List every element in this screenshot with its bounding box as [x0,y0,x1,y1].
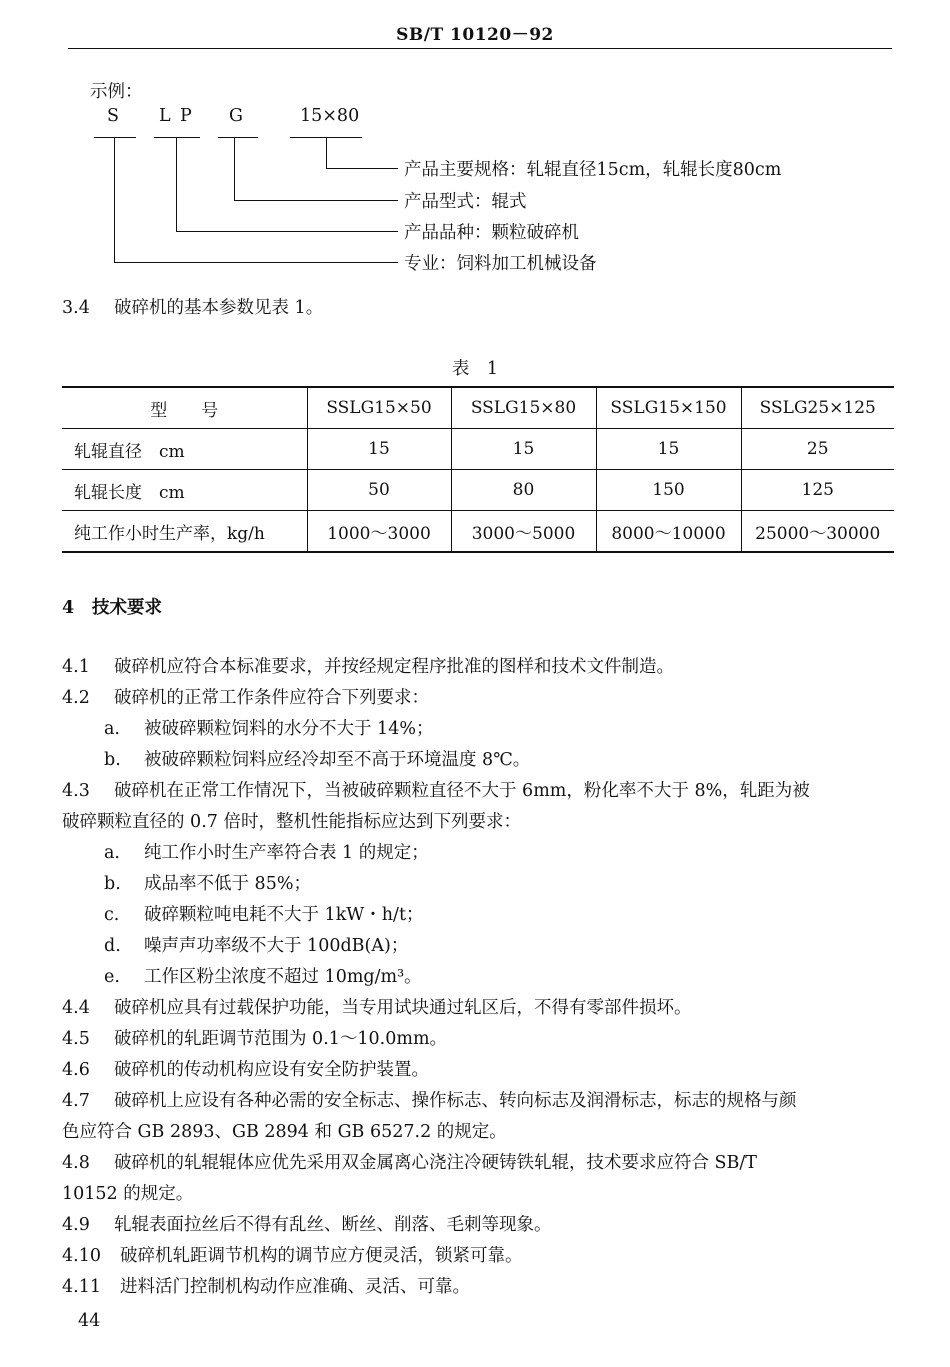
clause-4-2 [62,684,429,709]
clause-number: 4.5 [62,1029,90,1049]
clause-number: 4.6 [62,1060,90,1080]
list-item-marker: e. [104,967,120,987]
leader-s-horizontal [114,262,398,263]
table-cell: 50 [307,470,451,511]
clause-text: 轧辊表面拉丝后不得有乱丝、断丝、削落、毛刺等现象。 [114,1215,552,1235]
clause-number: 4.2 [62,688,90,708]
clause-text: 破碎机上应设有各种必需的安全标志、操作标志、转向标志及润滑标志，标志的规格与颜 [114,1091,797,1111]
table-cell: 25000～30000 [741,511,894,553]
code-g-underline [218,137,258,138]
list-item-text: 成品率不低于 85%； [144,874,311,894]
clause-number: 4.1 [62,657,90,677]
list-item-marker: b. [104,750,121,770]
clause-number: 4.4 [62,998,90,1018]
clause-4-8-continuation: 10152 的规定。 [62,1184,194,1204]
leader-lp-horizontal [176,231,398,232]
explanation-spec: 产品主要规格：轧辊直径15cm，轧辊长度80cm [404,160,782,180]
list-item-text: 纯工作小时生产率符合表 1 的规定； [144,843,429,863]
list-item [104,963,422,988]
clause-4-10 [62,1242,523,1267]
parameter-table [62,386,894,553]
table-header-cell: SSLG25×125 [741,387,894,429]
code-l: L [159,106,171,126]
leader-s-vertical [114,137,115,262]
table-row-label: 纯工作小时生产率，kg/h [62,511,307,553]
clause-text: 破碎机在正常工作情况下，当被破碎颗粒直径不大于 6mm，粉化率不大于 8%，轧距为被 [114,781,810,801]
list-item-text: 破碎颗粒吨电耗不大于 1kW・h/t； [144,905,424,925]
code-s: S [107,106,119,126]
clause-4-9 [62,1211,552,1236]
code-s-underline [94,137,136,138]
clause-3-4 [62,294,323,319]
table-caption: 表 1 [451,359,499,379]
standard-code-header: SB/T 10120－92 [396,25,554,45]
table-cell: 3000～5000 [451,511,596,553]
list-item [104,839,429,864]
table-cell: 15 [596,429,741,470]
table-cell: 15 [451,429,596,470]
table-header-row [62,387,894,429]
table-row-label: 轧辊长度 cm [62,470,307,511]
clause-4-5 [62,1025,447,1050]
leader-g-horizontal [234,200,398,201]
table-cell: 15 [307,429,451,470]
clause-4-4 [62,994,692,1019]
clause-4-11 [62,1273,470,1298]
leader-g-vertical [234,137,235,200]
clause-number: 4.10 [62,1246,101,1266]
leader-spec-vertical [326,137,327,168]
table-cell: 25 [741,429,894,470]
clause-4-1 [62,653,674,678]
list-item-marker: a. [104,843,120,863]
list-item [104,932,408,957]
clause-text: 破碎机的基本参数见表 1。 [114,298,324,318]
list-item-text: 被破碎颗粒饲料的水分不大于 14%； [144,719,434,739]
clause-number: 4.9 [62,1215,90,1235]
list-item-text: 噪声声功率级不大于 100dB(A)； [144,936,409,956]
clause-number: 4.7 [62,1091,90,1111]
table-header-cell: SSLG15×50 [307,387,451,429]
list-item [104,901,424,926]
clause-4-8 [62,1149,757,1174]
table-cell: 1000～3000 [307,511,451,553]
list-item [104,715,433,740]
section-heading [62,594,162,619]
table-row [62,511,894,553]
clause-text: 破碎机应符合本标准要求，并按经规定程序批准的图样和技术文件制造。 [114,657,674,677]
table-header-cell: 型 号 [62,387,307,429]
list-item-marker: b. [104,874,121,894]
leader-lp-vertical [176,137,177,231]
code-lp-underline [154,137,200,138]
leader-spec-horizontal [326,168,398,169]
list-item-marker: d. [104,936,121,956]
list-item-text: 工作区粉尘浓度不超过 10mg/m³。 [144,967,422,987]
table-cell: 8000～10000 [596,511,741,553]
table-header-cell: SSLG15×150 [596,387,741,429]
clause-text: 进料活门控制机构动作应准确、灵活、可靠。 [120,1277,470,1297]
clause-number: 4.3 [62,781,90,801]
clause-number: 4.8 [62,1153,90,1173]
code-spec: 15×80 [300,106,360,126]
clause-text: 破碎机轧距调节机构的调节应方便灵活，锁紧可靠。 [120,1246,523,1266]
clause-text: 破碎机的轧距调节范围为 0.1～10.0mm。 [114,1029,448,1049]
clause-4-3 [62,777,810,802]
table-cell: 125 [741,470,894,511]
section-title: 技术要求 [92,598,162,618]
table-cell: 80 [451,470,596,511]
header-rule [68,48,892,49]
page-number: 44 [78,1311,101,1331]
list-item [104,746,530,771]
explanation-variety: 产品品种：颗粒破碎机 [404,223,579,243]
clause-text: 破碎机的轧辊辊体应优先采用双金属离心浇注冷硬铸铁轧辊，技术要求应符合 SB/T [114,1153,757,1173]
table-row [62,470,894,511]
clause-4-3-continuation: 破碎颗粒直径的 0.7 倍时，整机性能指标应达到下列要求： [62,812,521,832]
table-cell: 150 [596,470,741,511]
section-number: 4 [62,598,75,618]
table-header-cell: SSLG15×80 [451,387,596,429]
clause-text: 破碎机的传动机构应设有安全防护装置。 [114,1060,429,1080]
table-row [62,429,894,470]
list-item [104,870,311,895]
list-item-text: 被破碎颗粒饲料应经冷却至不高于环境温度 8℃。 [144,750,531,770]
example-label: 示例： [90,82,143,102]
explanation-field: 专业：饲料加工机械设备 [404,254,597,274]
table-row-label: 轧辊直径 cm [62,429,307,470]
clause-4-7-continuation: 色应符合 GB 2893、GB 2894 和 GB 6527.2 的规定。 [62,1122,507,1142]
explanation-type: 产品型式：辊式 [404,192,527,212]
clause-text: 破碎机的正常工作条件应符合下列要求： [114,688,429,708]
code-g: G [229,106,243,126]
clause-4-6 [62,1056,429,1081]
list-item-marker: c. [104,905,120,925]
code-p: P [180,106,192,126]
clause-number: 4.11 [62,1277,101,1297]
list-item-marker: a. [104,719,120,739]
clause-text: 破碎机应具有过载保护功能，当专用试块通过轧区后，不得有零部件损坏。 [114,998,692,1018]
clause-number: 3.4 [62,298,90,318]
clause-4-7 [62,1087,797,1112]
